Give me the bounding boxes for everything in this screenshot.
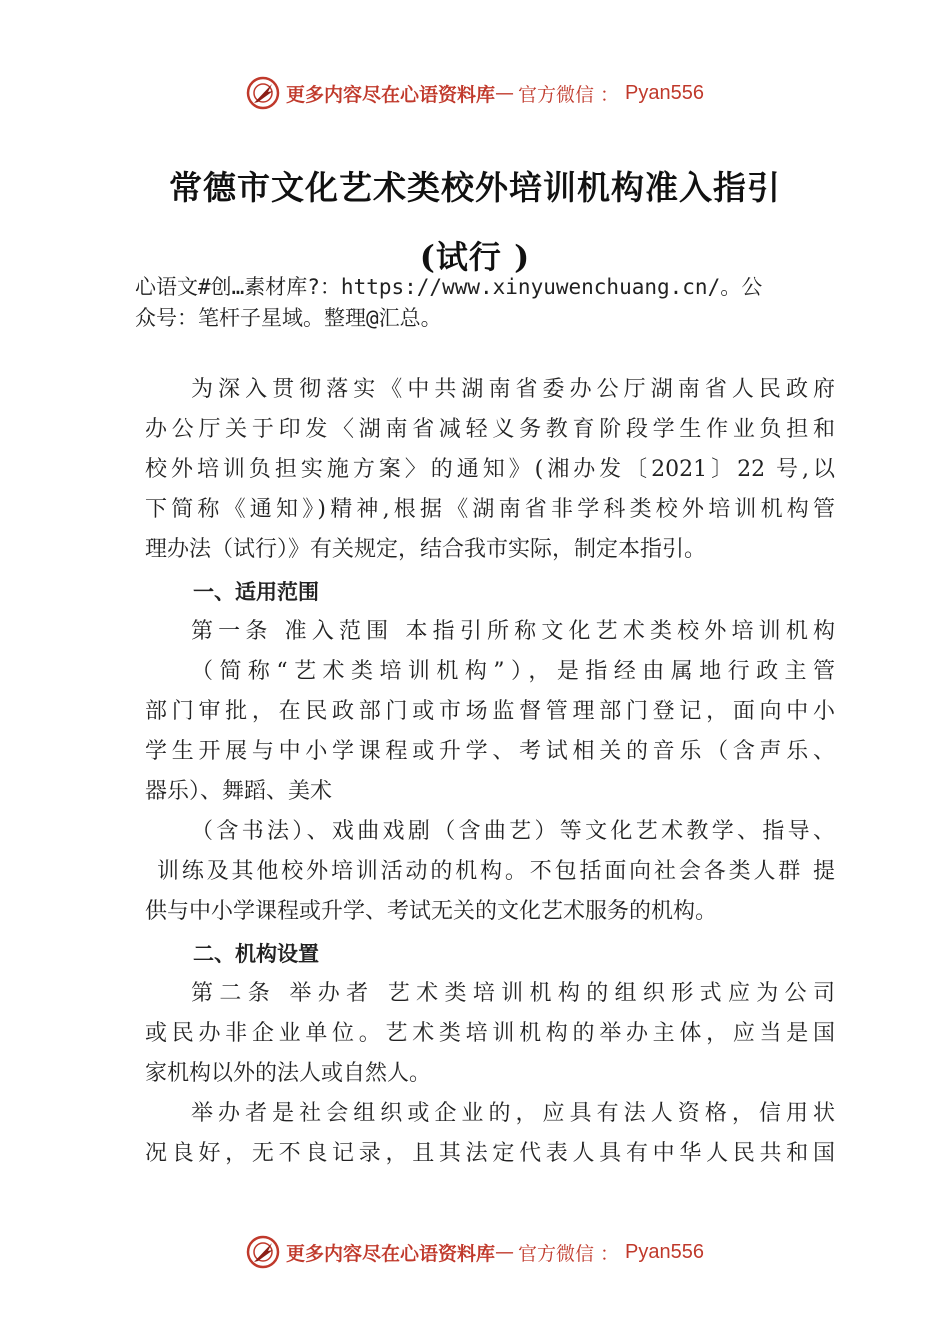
banner-main-text: 更多内容尽在心语资料库: [285, 1242, 495, 1265]
document-subtitle: (试行 ): [419, 238, 531, 276]
paragraph-line: 供与中小学课程或升学、考试无关的文化艺术服务的机构。: [145, 899, 718, 924]
section-heading: 一、适用范围: [193, 580, 319, 604]
feather-logo-icon: [246, 1235, 280, 1269]
paragraph-line: 家机构以外的法人或自然人。: [145, 1061, 432, 1086]
banner-separator: —: [495, 82, 514, 104]
banner-colon: ：: [600, 83, 620, 106]
paragraph-line: 校外培训负担实施方案〉的通知》(湘办发〔2021〕22 号,以: [145, 457, 835, 482]
paragraph-line: 第一条 准入范围 本指引所称文化艺术类校外培训机构: [191, 619, 835, 644]
paragraph-line: 办公厅关于印发〈湖南省减轻义务教育阶段学生作业负担和: [145, 417, 835, 442]
intro-paragraph: [145, 370, 835, 570]
section-heading: 二、机构设置: [193, 942, 319, 966]
paragraph-line: 下简称《通知》)精神,根据《湖南省非学科类校外培训机构管: [145, 497, 835, 522]
paragraph-line: （简称“艺术类培训机构”），是指经由属地行政主管: [191, 659, 835, 684]
banner-wechat-id: Pyan556: [625, 1240, 704, 1263]
paragraph-line: 为深入贯彻落实《中共湖南省委办公厅湖南省人民政府: [191, 377, 835, 402]
source-note: [135, 272, 835, 334]
banner-main-text: 更多内容尽在心语资料库: [285, 83, 495, 106]
banner-wechat-label: 官方微信: [518, 1242, 595, 1265]
banner-wechat-id: Pyan556: [625, 81, 704, 104]
feather-logo-icon: [246, 76, 280, 110]
paragraph-line: 第二条 举办者 艺术类培训机构的组织形式应为公司: [191, 981, 835, 1006]
paragraph-line: （含书法）、戏曲戏剧（含曲艺）等文化艺术教学、指导、: [191, 819, 835, 844]
section-establishment: [145, 934, 835, 1174]
header-watermark-banner: [0, 73, 950, 113]
paragraph-line: 况良好，无不良记录，且其法定代表人具有中华人民共和国: [145, 1141, 835, 1166]
footer-watermark-banner: [0, 1232, 950, 1272]
document-title: 常德市文化艺术类校外培训机构准入指引: [169, 168, 781, 207]
paragraph-line: 器乐）、舞蹈、美术: [145, 779, 333, 804]
paragraph-line: 举办者是社会组织或企业的，应具有法人资格，信用状: [191, 1101, 835, 1126]
paragraph-line: 训练及其他校外培训活动的机构。不包括面向社会各类人群 提: [157, 859, 835, 884]
banner-separator: —: [495, 1241, 514, 1263]
source-note-line: 心语文#创…素材库?：https://www.xinyuwenchuang.cn/。公: [135, 275, 763, 299]
source-note-line: 众号：笔杆子星域。整理@汇总。: [135, 306, 442, 330]
section-scope: [145, 572, 835, 932]
banner-colon: ：: [600, 1242, 620, 1265]
paragraph-line: 部门审批，在民政部门或市场监督管理部门登记，面向中小: [145, 699, 835, 724]
paragraph-line: 或民办非企业单位。艺术类培训机构的举办主体，应当是国: [145, 1021, 835, 1046]
banner-wechat-label: 官方微信: [518, 83, 595, 106]
paragraph-line: 理办法（试行）》有关规定，结合我市实际，制定本指引。: [145, 537, 707, 562]
paragraph-line: 学生开展与中小学课程或升学、考试相关的音乐（含声乐、: [145, 739, 835, 764]
